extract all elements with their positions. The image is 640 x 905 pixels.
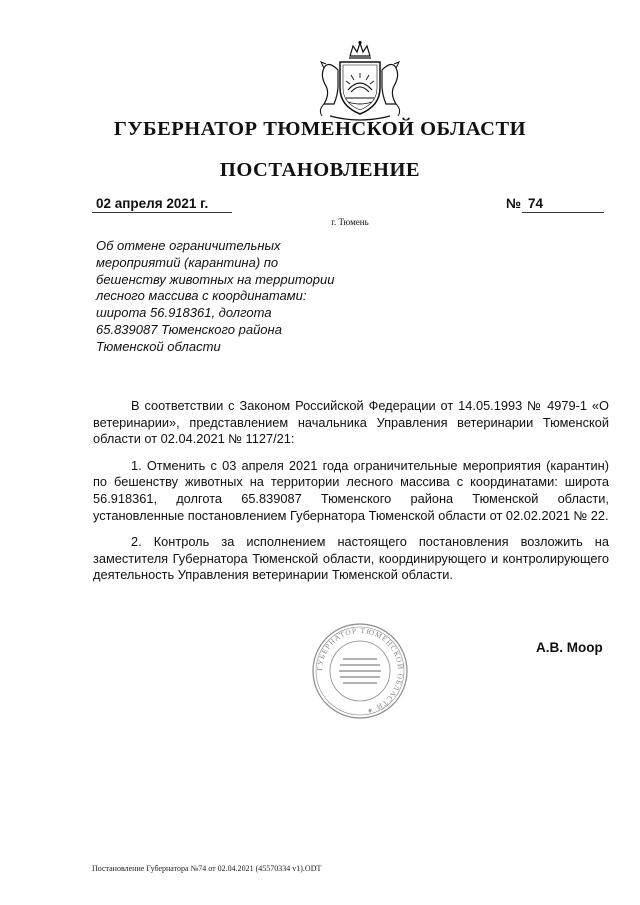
subject-line: Тюменской области [96, 338, 221, 354]
number-sign: № [506, 196, 522, 211]
document-body [93, 398, 609, 594]
subject-line: бешенству животных на территории [96, 271, 335, 287]
svg-text:ГУБЕРНАТОР ТЮМЕНСКОЙ ОБЛАСТИ ✶: ГУБЕРНАТОР ТЮМЕНСКОЙ ОБЛАСТИ ✶ [314, 625, 406, 716]
city-label: г. Тюмень [331, 217, 369, 227]
document-date: 02 апреля 2021 г. [92, 196, 232, 213]
item-1-paragraph: 1. Отменить с 03 апреля 2021 года ограничительные мероприятия (карантин) по бешенству животных на территории лесного массива с координатами: широта 56.918361, долгота 65.839087 Тюменского района Тюменской области, установленные постановлением Губернатора Тюменской области от 02.02.2021 № 22. [93, 457, 609, 523]
subject-line: Об отмене ограничительных [96, 238, 281, 253]
document-footer: Постановление Губернатора №74 от 02.04.2021 (45570334 v1).ODT [92, 864, 322, 873]
document-city [0, 217, 640, 227]
subject-line: широта 56.918361, долгота [96, 305, 272, 321]
official-seal-stamp [310, 621, 410, 721]
document-number: 74 [522, 196, 604, 213]
issuing-authority: ГУБЕРНАТОР ТЮМЕНСКОЙ ОБЛАСТИ [113, 118, 527, 140]
tyumen-coat-of-arms-emblem [312, 40, 408, 122]
subject-line: лесного массива с координатами: [96, 288, 307, 304]
document-type: ПОСТАНОВЛЕНИЕ [219, 159, 421, 181]
subject-line: мероприятий (карантина) по [96, 254, 279, 270]
item-2-paragraph: 2. Контроль за исполнением настоящего постановления возложить на заместителя Губернатора Тюменской области, координирующего и контролирующего деятельность Управления ветеринарии Тюменской области. [93, 534, 609, 583]
signatory-name: А.В. Моор [536, 640, 603, 655]
preamble-paragraph: В соответствии с Законом Российской Федерации от 14.05.1993 № 4979-1 «О ветеринарии», представлением начальника Управления ветеринарии Тюменской области от 02.04.2021 № 1127/21: [93, 398, 609, 447]
document-subject [96, 238, 386, 356]
subject-line: 65.839087 Тюменского района [96, 321, 282, 337]
document-number-field [506, 196, 604, 213]
